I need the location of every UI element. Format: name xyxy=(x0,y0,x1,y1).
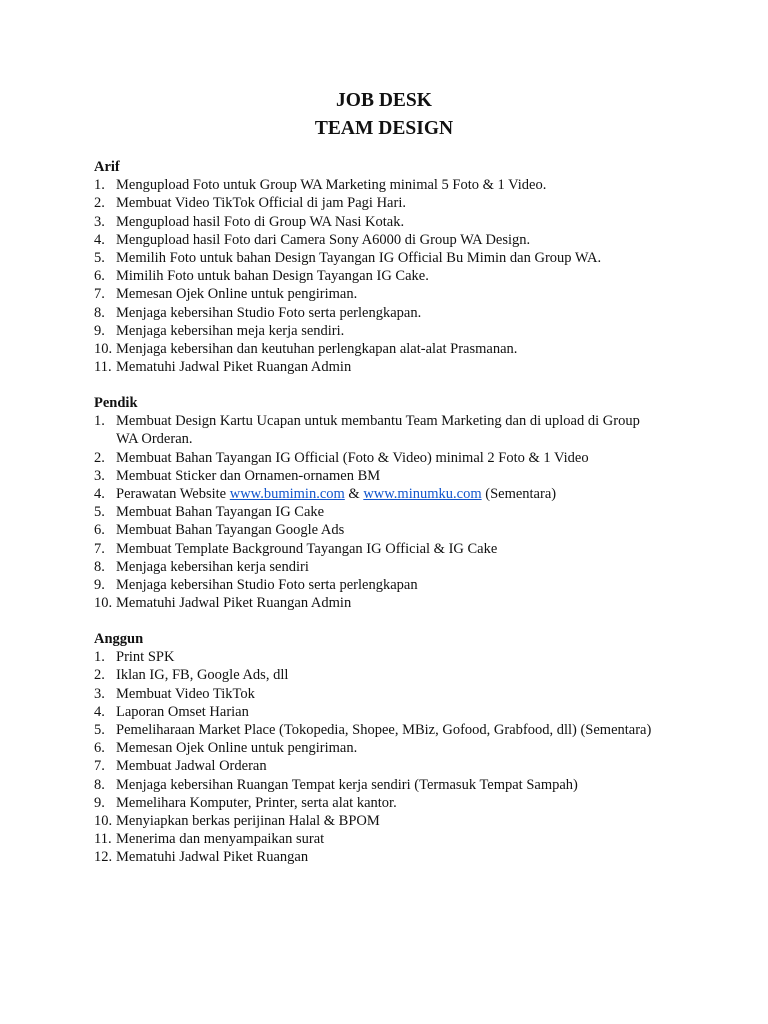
item-number: 1. xyxy=(94,177,105,194)
list-item xyxy=(94,576,654,594)
list-item xyxy=(94,194,654,212)
list-item xyxy=(94,213,654,231)
document-subtitle: TEAM DESIGN xyxy=(314,118,454,139)
task-list-pendik xyxy=(94,412,654,612)
list-item xyxy=(94,358,654,376)
list-item xyxy=(94,812,654,830)
item-number: 2. xyxy=(94,449,105,466)
item-number: 9. xyxy=(94,322,105,339)
item-text: Menjaga kebersihan Ruangan Tempat kerja sendiri (Termasuk Tempat Sampah) xyxy=(116,776,578,793)
item-number: 7. xyxy=(94,758,105,775)
item-text: Membuat Design Kartu Ucapan untuk membantu Team Marketing dan di upload di Group WA Orderan. xyxy=(116,413,640,448)
website-link-minumku[interactable]: www.minumku.com xyxy=(363,486,482,502)
section-pendik xyxy=(94,394,654,612)
item-number: 1. xyxy=(94,413,105,430)
section-anggun xyxy=(94,630,654,867)
item-text: Memelihara Komputer, Printer, serta alat kantor. xyxy=(116,794,397,811)
item-number: 8. xyxy=(94,558,105,575)
list-item xyxy=(94,776,654,794)
item-text: Memilih Foto untuk bahan Design Tayangan IG Official Bu Mimin dan Group WA. xyxy=(116,250,602,266)
item-text: Membuat Video TikTok Official di jam Pagi Hari. xyxy=(116,195,406,212)
list-item xyxy=(94,231,654,249)
item-number: 10. xyxy=(94,595,113,612)
list-item xyxy=(94,304,654,322)
item-number: 11. xyxy=(94,359,112,376)
task-list-anggun xyxy=(94,648,654,866)
item-number: 11. xyxy=(94,831,112,848)
item-number: 7. xyxy=(94,286,105,303)
item-text: Memesan Ojek Online untuk pengiriman. xyxy=(116,740,358,757)
item-number: 7. xyxy=(94,540,105,557)
task-list-arif xyxy=(94,176,654,376)
item-text: Mengupload hasil Foto dari Camera Sony A6000 di Group WA Design. xyxy=(116,231,531,248)
list-item xyxy=(94,594,654,612)
list-item xyxy=(94,340,654,358)
section-name-anggun: Anggun xyxy=(94,631,144,647)
website-link-bumimin[interactable]: www.bumimin.com xyxy=(229,486,345,502)
list-item xyxy=(94,830,654,848)
item-text-suffix: (Sementara) xyxy=(481,486,557,502)
item-text: Mematuhi Jadwal Piket Ruangan xyxy=(116,849,309,866)
item-number: 9. xyxy=(94,794,105,811)
item-number: 3. xyxy=(94,467,105,484)
list-item xyxy=(94,176,654,194)
list-item xyxy=(94,449,654,467)
item-text: Pemeliharaan Market Place (Tokopedia, Shopee, MBiz, Gofood, Grabfood, dll) (Sementara) xyxy=(116,722,652,738)
list-item xyxy=(94,322,654,340)
item-text-prefix: Perawatan Website xyxy=(116,486,230,502)
item-text: Menerima dan menyampaikan surat xyxy=(116,831,325,848)
item-text: Membuat Template Background Tayangan IG Official & IG Cake xyxy=(116,540,498,557)
item-text: Membuat Bahan Tayangan IG Official (Foto & Video) minimal 2 Foto & 1 Video xyxy=(116,449,589,466)
document-title: JOB DESK xyxy=(336,90,432,111)
list-item xyxy=(94,521,654,539)
item-number: 2. xyxy=(94,195,105,212)
item-number: 5. xyxy=(94,504,105,521)
item-number: 5. xyxy=(94,722,105,738)
item-text: Mimilih Foto untuk bahan Design Tayangan IG Cake. xyxy=(116,268,429,285)
item-text: Mengupload hasil Foto di Group WA Nasi Kotak. xyxy=(116,213,405,230)
item-number: 8. xyxy=(94,304,105,321)
list-item xyxy=(94,285,654,303)
item-number: 6. xyxy=(94,740,105,757)
item-text: Menjaga kebersihan Studio Foto serta perlengkapan xyxy=(116,577,418,594)
item-number: 6. xyxy=(94,522,105,539)
item-number: 4. xyxy=(94,703,105,720)
item-text: Membuat Bahan Tayangan IG Cake xyxy=(116,504,325,521)
item-text: Mengupload Foto untuk Group WA Marketing minimal 5 Foto & 1 Video. xyxy=(116,177,547,194)
section-arif xyxy=(94,158,654,376)
item-number: 1. xyxy=(94,649,105,666)
item-text: Menyiapkan berkas perijinan Halal & BPOM xyxy=(116,813,380,830)
list-item xyxy=(94,739,654,757)
list-item xyxy=(94,666,654,684)
list-item xyxy=(94,485,654,503)
list-item xyxy=(94,558,654,576)
item-text: Mematuhi Jadwal Piket Ruangan Admin xyxy=(116,595,352,612)
item-number: 10. xyxy=(94,813,113,830)
section-name-pendik: Pendik xyxy=(94,395,138,411)
list-item xyxy=(94,503,654,521)
list-item xyxy=(94,540,654,558)
item-number: 9. xyxy=(94,577,105,594)
list-item xyxy=(94,721,654,739)
list-item xyxy=(94,267,654,285)
list-item xyxy=(94,648,654,666)
item-text: Menjaga kebersihan kerja sendiri xyxy=(116,558,309,575)
item-text: Menjaga kebersihan meja kerja sendiri. xyxy=(116,322,345,339)
item-text: Laporan Omset Harian xyxy=(116,703,249,720)
item-number: 2. xyxy=(94,667,105,684)
item-text: Membuat Bahan Tayangan Google Ads xyxy=(116,522,345,539)
item-number: 4. xyxy=(94,231,105,248)
list-item xyxy=(94,757,654,775)
item-number: 6. xyxy=(94,268,105,285)
list-item xyxy=(94,685,654,703)
item-number: 8. xyxy=(94,776,105,793)
list-item xyxy=(94,412,654,448)
item-number: 4. xyxy=(94,486,105,502)
item-text: Iklan IG, FB, Google Ads, dll xyxy=(116,667,289,684)
list-item xyxy=(94,848,654,866)
item-number: 5. xyxy=(94,250,105,266)
item-number: 12. xyxy=(94,849,113,866)
item-text: Menjaga kebersihan dan keutuhan perlengkapan alat-alat Prasmanan. xyxy=(116,341,518,358)
section-name-arif: Arif xyxy=(94,159,120,175)
item-text: Print SPK xyxy=(116,649,175,666)
item-number: 3. xyxy=(94,685,105,702)
item-text: Menjaga kebersihan Studio Foto serta perlengkapan. xyxy=(116,304,422,321)
item-text: Membuat Sticker dan Ornamen-ornamen BM xyxy=(116,467,381,484)
item-number: 10. xyxy=(94,341,113,358)
list-item xyxy=(94,249,654,267)
item-number: 3. xyxy=(94,213,105,230)
item-text: Memesan Ojek Online untuk pengiriman. xyxy=(116,286,358,303)
item-text: Membuat Jadwal Orderan xyxy=(116,758,267,775)
item-text-connector: & xyxy=(344,486,364,502)
item-text: Mematuhi Jadwal Piket Ruangan Admin xyxy=(116,359,352,376)
list-item xyxy=(94,794,654,812)
list-item xyxy=(94,703,654,721)
list-item xyxy=(94,467,654,485)
item-text: Membuat Video TikTok xyxy=(116,685,255,702)
